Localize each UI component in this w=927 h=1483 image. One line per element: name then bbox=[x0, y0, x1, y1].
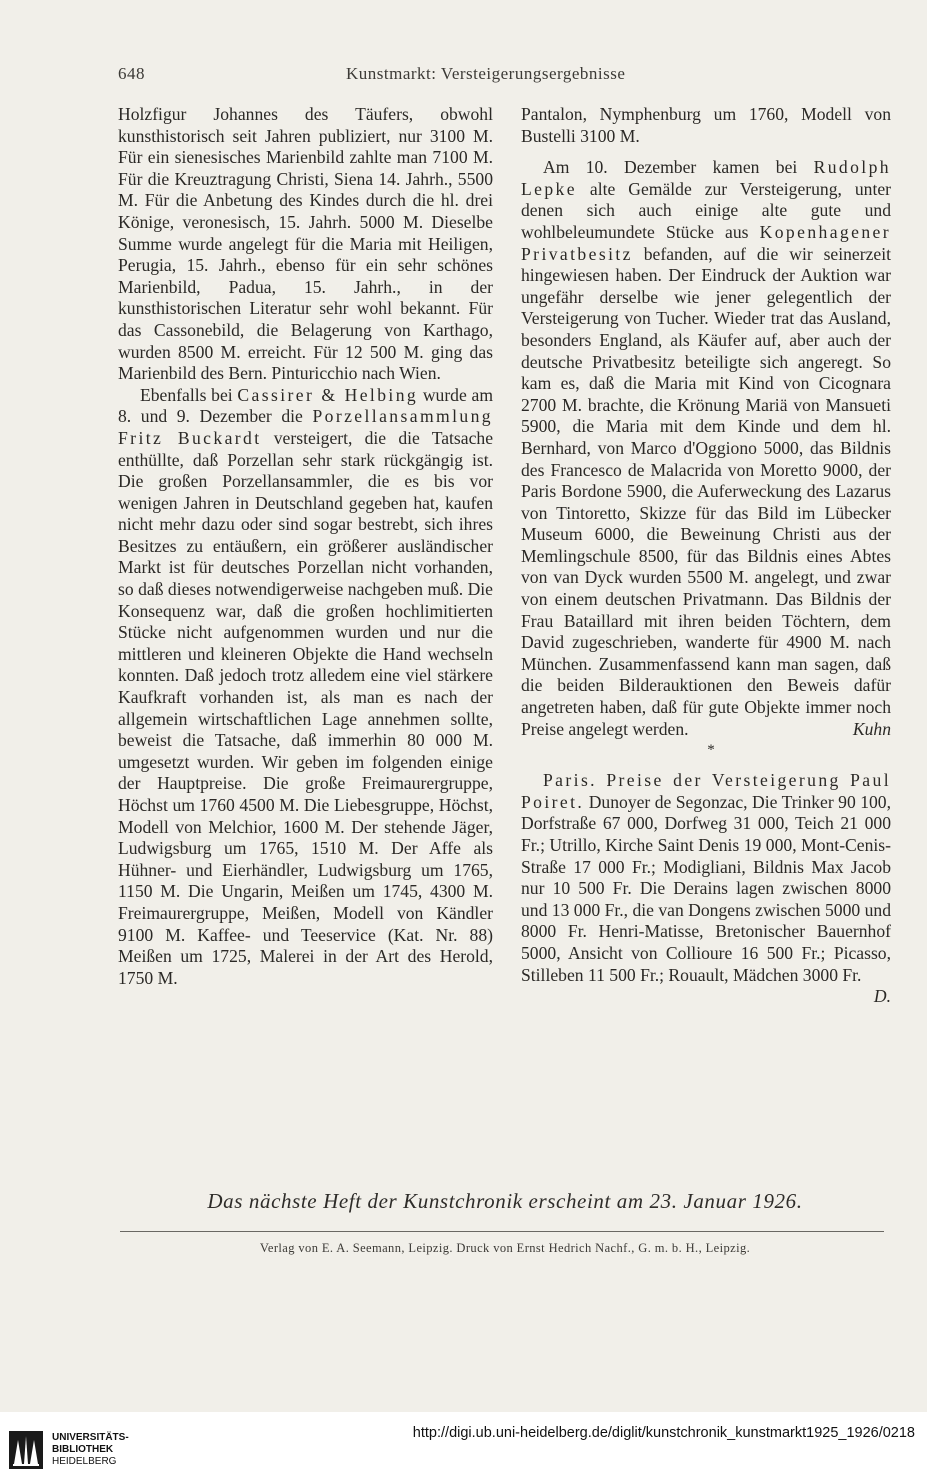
left-column bbox=[118, 104, 493, 989]
auction-lead: Ebenfalls bei bbox=[140, 384, 238, 405]
left-paragraph-1: Holzfigur Johannes des Täufers, obwohl kunsthistorisch seit Jahren publiziert, nur 3100 M. Für ein sienesisches Marienbild zahlte man 7100 M. Für die Kreuztragung Christi, Siena 14. Jahrh., 5500 M. Für die Anbetung des Kindes durch die hl. drei Könige, veronesisch, 15. Jahrh. 5000 M. Dieselbe Summe wurde angelegt für die Maria mit Heiligen, Perugia, 15. Jahrh., ebenso für ein sehr schönes Marienbild, Padua, 15. Jahrh., in der kunsthistorischen Literatur sehr wohl bekannt. Für das Cassonebild, die Belagerung von Karthago, wurden 8500 M. erreicht. Für 12 500 M. ging das Marienbild des Bern. Pinturicchio nach Wien. bbox=[118, 104, 493, 384]
auction-body: befanden, auf die wir seinerzeit hingewiesen haben. Der Eindruck der Auktion war ungefähr derselbe wie jener gelegentlich der Versteigerung von Tucher. Wieder trat das Ausland, besonders England, als Käufer auf, aber auch der deutsche Privatbesitz beteiligte sich angeregt. So kam es, daß die Maria mit Kind von Cicognara 2700 M. brachte, die Krönung Mariä von Mansueti 5900, die Maria mit dem Kinde und dem hl. Bernhard, von Marco d'Oggiono 5000, das Bildnis des Francesco de Malacrida von Moretto 9000, der Paris Bordone 5900, die Auferweckung des Lazarus von Tintoretto, Skizze für das Bild im Lübecker Museum 6000, die Beweinung Christi aus der Memlingschule 8500, für das Bildnis eines Abtes von van Dyck wurden 5500 M. angelegt, und zwar von einem deutschen Privatmann. Das Bildnis der Frau Bataillard mit ihren beiden Töchtern, dem David zugeschrieben, wanderte für 4900 M. nach München. Zusammenfassend kann man sagen, daß die beiden Bilderauktionen den Beweis dafür angetreten haben, daß für gute Objekte immer noch Preise angelegt werden. bbox=[521, 243, 891, 739]
library-name: UNIVERSITÄTS- BIBLIOTHEK HEIDELBERG bbox=[52, 1432, 129, 1467]
right-paragraph-3 bbox=[521, 770, 891, 1007]
digitization-footer bbox=[0, 1412, 927, 1483]
auction-house-name: Rudolph Lepke bbox=[521, 157, 891, 199]
publisher-imprint: Verlag von E. A. Seemann, Leipzig. Druck von Ernst Hedrich Nachf., G. m. b. H., Leipzig. bbox=[259, 1241, 751, 1255]
auction-house-name: Cassirer & Helbing bbox=[237, 384, 419, 405]
university-seal-icon bbox=[8, 1430, 44, 1470]
author-signature: Kuhn bbox=[852, 718, 891, 739]
collection-name: Porzellansammlung Fritz Buckardt bbox=[118, 406, 493, 448]
section-separator: * bbox=[707, 742, 715, 759]
auction-mid: wurde am 8. und 9. Dezember die bbox=[118, 384, 494, 427]
right-paragraph-2 bbox=[521, 157, 891, 740]
auction-lead: Am 10. Dezember kamen bei bbox=[543, 157, 814, 178]
right-paragraph-1: Pantalon, Nymphenburg um 1760, Modell von Bustelli 3100 M. bbox=[521, 104, 891, 146]
author-signature: D. bbox=[873, 986, 891, 1007]
next-issue-notice: Das nächste Heft der Kunstchronik erscheint am 23. Januar 1926. bbox=[207, 1189, 803, 1213]
collection-owner: Kopenhagener Privatbesitz bbox=[521, 221, 891, 264]
auction-body: versteigert, die die Tatsache enthüllte, daß Porzellan sehr stark rückgängig ist. Die großen Porzellansammler, die es bis vor wenigen Jahren in Deutschland gegeben hat, kaufen nicht mehr dazu oder sind sogar bestrebt, sich ihres Besitzes zu entäußern, ein größerer ausländischer Markt ist für deutsches Porzellan nicht vorhanden, so daß dieses notwendigerweise nachgeben muß. Die Konsequenz war, daß die großen hochlimitierten Stücke nicht aufgenommen wurden und nur die mittleren und kleineren Objekte die Hand wechseln konnten. Daß jedoch trotz alledem eine viel stärkere Kaufkraft vorhanden ist, als man es nach der allgemein wirtschaftlichen Lage annehmen sollte, beweist die Tatsache, daß immerhin 80 000 M. umgesetzt wurden. Wir geben im folgenden einige der Hauptpreise. Die große Freimaurergruppe, Höchst um 1760 4500 M. Die Liebesgruppe, Höchst, Modell von Melchior, 1600 M. Der stehende Jäger, Ludwigsburg um 1765, 1510 M. Der Affe als Hühner- und Eierhändler, Ludwigsburg um 1765, 1150 M. Die Ungarin, Meißen um 1745, 4300 M. Freimaurergruppe, Meißen, Modell von Kändler 9100 M. Kaffee- und Teeservice (Kat. Nr. 88) Meißen um 1725, Malerei in der Art des Herold, 1750 M. bbox=[118, 427, 494, 988]
right-column bbox=[521, 104, 891, 1008]
paris-sale-body: Dunoyer de Segonzac, Die Trinker 90 100, Dorfstraße 67 000, Dorfweg 31 000, Teich 21 000 Fr.; Utrillo, Kirche Saint Denis 19 000, Mont-Cenis-Straße 17 000 Fr.; Modigliani, Bildnis Max Jacob nur 10 500 Fr. Die Derains lagen zwischen 8000 und 13 000 Fr., die van Dongens zwischen 5000 und 8000 Fr. Henri-Matisse, Bretonischer Bauernhof 5000, Ansicht von Collioure 16 500 Fr.; Picasso, Stilleben 11 500 Fr.; Rouault, Mädchen 3000 Fr. bbox=[521, 791, 891, 985]
divider-rule bbox=[120, 1231, 884, 1232]
section-title: Kunstmarkt: Versteigerungsergebnisse bbox=[346, 64, 626, 83]
left-paragraph-2 bbox=[118, 385, 493, 990]
running-header bbox=[118, 64, 888, 88]
source-url-link[interactable]: http://digi.ub.uni-heidelberg.de/diglit/kunstchronik_kunstmarkt1925_1926/0218 bbox=[412, 1425, 915, 1441]
auction-mid: alte Gemälde zur Versteigerung, unter denen sich auch einige alte gute und wohlbeleumundete Stücke aus bbox=[521, 178, 891, 242]
page-number: 648 bbox=[118, 64, 145, 83]
paris-sale-heading: Paris. Preise der Versteigerung Paul Poiret. bbox=[521, 770, 891, 812]
